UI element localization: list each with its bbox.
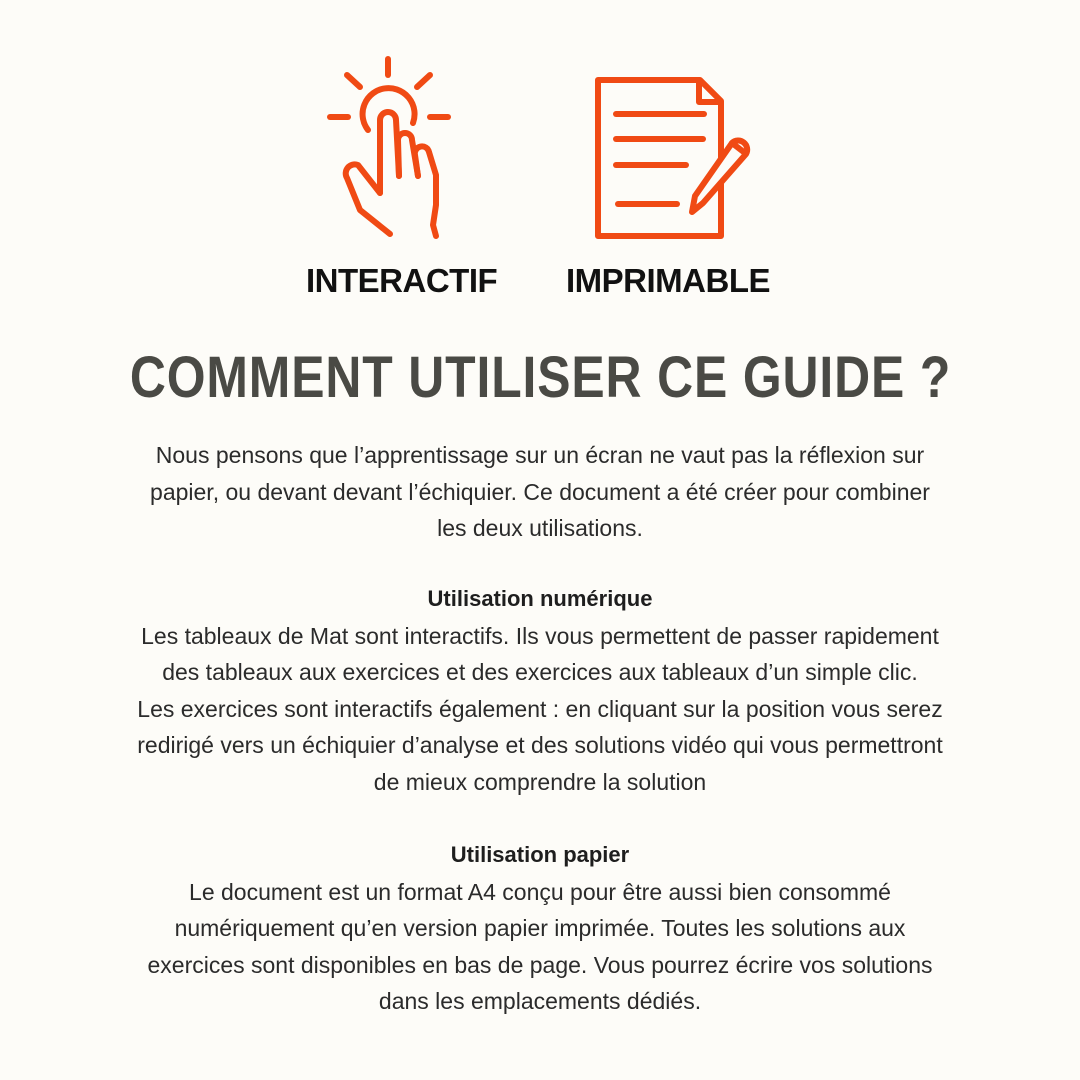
interactive-label: INTERACTIF — [306, 262, 498, 299]
digital-section — [0, 581, 1080, 800]
digital-heading: Utilisation numérique — [427, 586, 653, 611]
digital-line: des tableaux aux exercices et des exercices aux tableaux d’un simple clic. — [162, 659, 918, 685]
page-title-text: COMMENT UTILISER CE GUIDE ? — [129, 345, 951, 410]
digital-line: redirigé vers un échiquier d’analyse et des solutions vidéo qui vous permettront — [137, 732, 943, 758]
intro-line: les deux utilisations. — [437, 515, 643, 541]
paper-line: exercices sont disponibles en bas de page. Vous pourrez écrire vos solutions — [147, 951, 933, 978]
digital-line: Les tableaux de Mat sont interactifs. Ils vous permettent de passer rapidement — [141, 622, 939, 649]
tap-hand-icon — [310, 50, 470, 250]
document-pencil-icon — [585, 70, 760, 250]
paper-line: Le document est un format A4 conçu pour être aussi bien consommé — [189, 878, 891, 905]
digital-line: de mieux comprendre la solution — [373, 768, 707, 795]
paper-line: dans les emplacements dédiés. — [378, 988, 702, 1014]
intro-line: Nous pensons que l’apprentissage sur un écran ne vaut pas la réflexion sur — [155, 442, 925, 468]
paper-line: numériquement qu’en version papier imprimée. Toutes les solutions aux — [174, 915, 906, 941]
digital-line: Les exercices sont interactifs également : en cliquant sur la position vous serez — [137, 695, 943, 722]
printable-label: IMPRIMABLE — [566, 262, 770, 299]
intro-line: papier, ou devant devant l’échiquier. Ce document a été créer pour combiner — [150, 478, 930, 505]
intro-paragraph — [0, 437, 1080, 547]
paper-heading: Utilisation papier — [450, 842, 630, 867]
page-title — [0, 344, 1080, 411]
paper-section — [0, 837, 1080, 1020]
